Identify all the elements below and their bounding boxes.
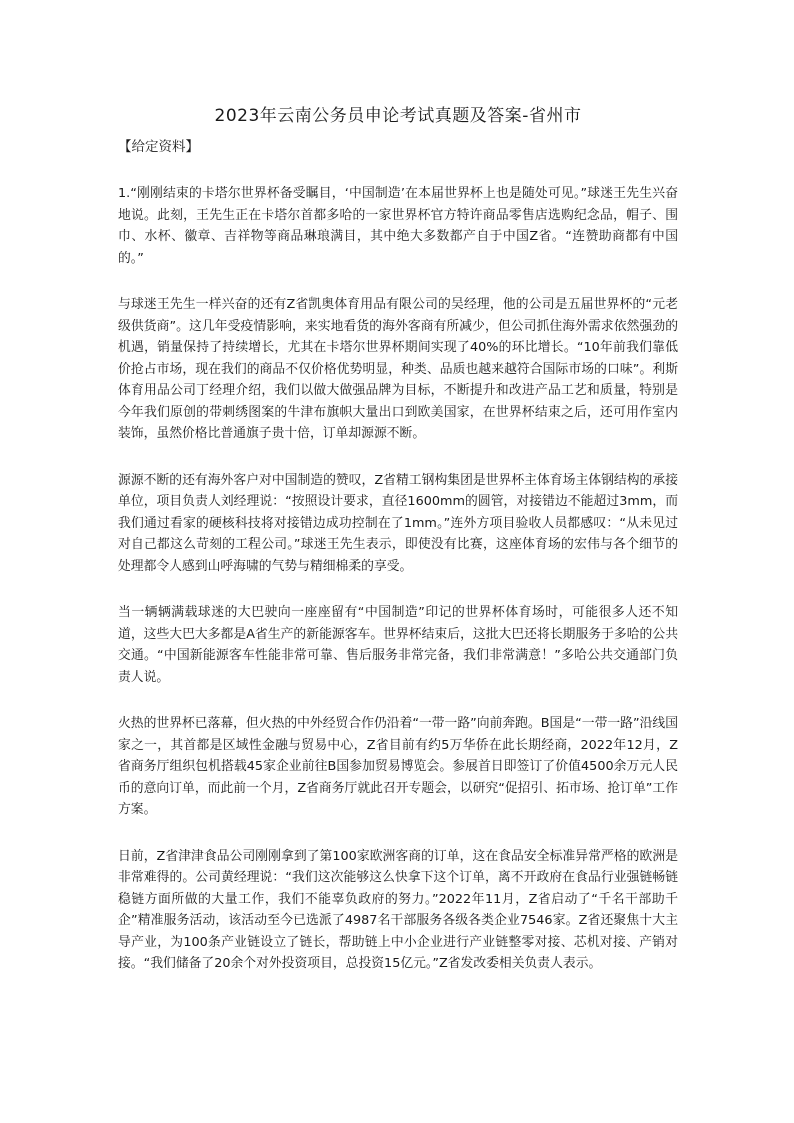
paragraph-5: 火热的世界杯已落幕，但火热的中外经贸合作仍沿着“一带一路”向前奔跑。B国是“一带一路”沿线国家之一，其首都是区域性金融与贸易中心，Z省目前有约5万华侨在此长期经商，2022年12月，Z省商务厅组织包机搭载45家企业前往B国参加贸易博览会。参展首日即签订了价值4500余万元人民币的意向订单，而此前一个月，Z省商务厅就此召开专题会，以研究“促招引、拓市场、抢订单”工作方案。 bbox=[118, 716, 678, 817]
paragraph-3: 源源不断的还有海外客户对中国制造的赞叹，Z省精工钢构集团是世界杯主体育场主体钢结构的承接单位，项目负责人刘经理说：“按照设计要求，直径1600mm的圆管，对接错边不能超过3mm，而我们通过看家的硬核科技将对接错边成功控制在了1mm。”连外方项目验收人员都感叹：“从未见过对自己都这么苛刻的工程公司。”球迷王先生表示，即使没有比赛，这座体育场的宏伟与各个细节的处理都令人感到山呼海啸的气势与精细棉柔的享受。 bbox=[118, 472, 678, 574]
section-label: 【给定资料】 bbox=[118, 139, 199, 155]
paragraph-2: 与球迷王先生一样兴奋的还有Z省凯奥体育用品有限公司的吴经理，他的公司是五届世界杯的“元老级供货商”。这几年受疫情影响，来实地看货的海外客商有所减少，但公司抓住海外需求依然强劲的机遇，销量保持了持续增长，尤其在卡塔尔世界杯期间实现了40%的环比增长。“10年前我们靠低价抢占市场，现在我们的商品不仅价格优势明显，种类、品质也越来越符合国际市场的口味”。利斯体育用品公司丁经理介绍，我们以做大做强品牌为目标，不断提升和改进产品工艺和质量，特别是今年我们原创的带刺绣图案的牛津布旗帜大量出口到欧美国家，在世界杯结束之后，还可用作室内装饰，虽然价格比普通旗子贵十倍，订单却源源不断。 bbox=[118, 297, 678, 441]
paragraph-6: 日前，Z省津津食品公司刚刚拿到了第100家欧洲客商的订单，这在食品安全标准异常严格的欧洲是非常难得的。公司黄经理说：“我们这次能够这么快拿下这个订单，离不开政府在食品行业强链畅链稳链方面所做的大量工作，我们不能辜负政府的努力。”2022年11月，Z省启动了“千名干部助千企”精准服务活动，该活动至今已选派了4987名干部服务各级各类企业7546家。Z省还聚焦十大主导产业，为100条产业链设立了链长，帮助链上中小企业进行产业链整零对接、芯机对接、产销对接。“我们储备了20余个对外投资项目，总投资15亿元。”Z省发改委相关负责人表示。 bbox=[118, 848, 678, 971]
paragraph-1: 1.“刚刚结束的卡塔尔世界杯备受瞩目，‘中国制造’在本届世界杯上也是随处可见。”球迷王先生兴奋地说。此刻，王先生正在卡塔尔首都多哈的一家世界杯官方特许商品零售店选购纪念品，帽子、围巾、水杯、徽章、吉祥物等商品琳琅满目，其中绝大多数都产自于中国Z省。“连赞助商都有中国的。” bbox=[118, 186, 678, 266]
paragraph-4: 当一辆辆满载球迷的大巴驶向一座座留有“中国制造”印记的世界杯体育场时，可能很多人还不知道，这些大巴大多都是A省生产的新能源客车。世界杯结束后，这批大巴还将长期服务于多哈的公共交通。“中国新能源客车性能非常可靠、售后服务非常完备，我们非常满意！”多哈公共交通部门负责人说。 bbox=[118, 605, 678, 685]
document-title: 2023年云南公务员申论考试真题及答案-省州市 bbox=[214, 106, 582, 126]
